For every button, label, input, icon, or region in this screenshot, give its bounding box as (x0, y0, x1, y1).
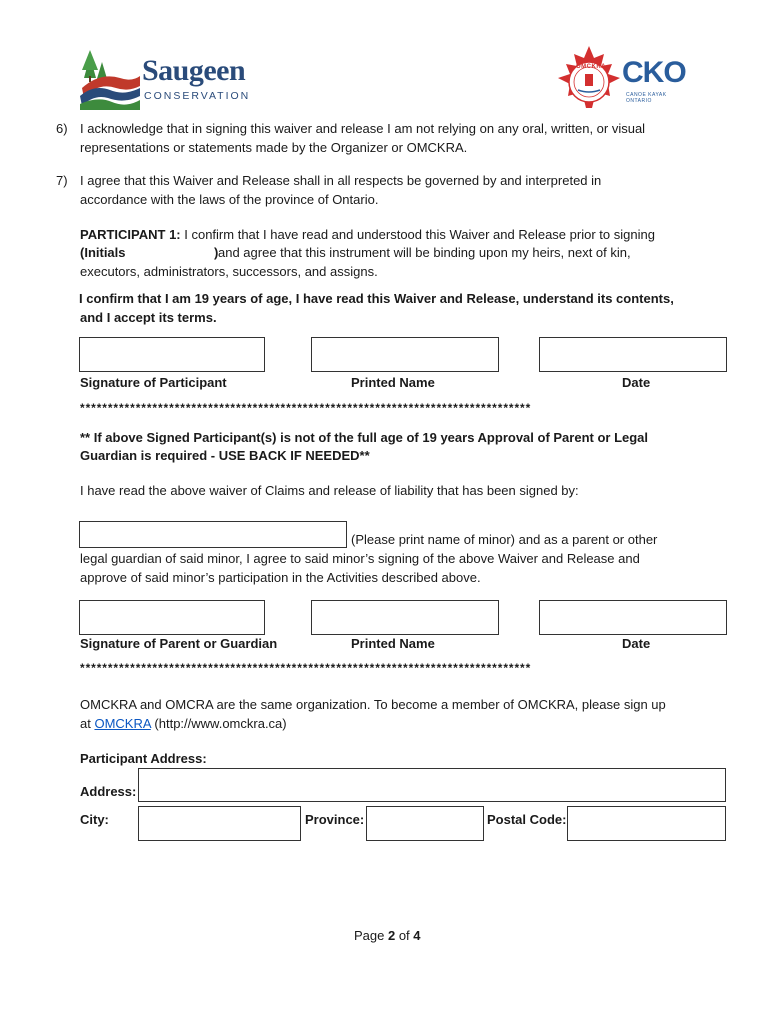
omckra-seal-text: OMCKRA (576, 64, 606, 70)
province-label: Province: (305, 812, 365, 827)
clause-6-number: 6) (56, 121, 68, 136)
postal-code-label: Postal Code: (487, 812, 567, 827)
guardian-heading-line-2: Guardian is required - USE BACK IF NEEDED** (80, 448, 370, 463)
postal-code-field[interactable] (567, 806, 726, 841)
minor-line-2: legal guardian of said minor, I agree to said minor’s signing of the above Waiver and Release and (80, 551, 640, 566)
page-number (354, 927, 421, 945)
saugeen-landscape-icon (80, 48, 142, 110)
participant-line-1-text: I confirm that I have read and understood this Waiver and Release prior to signing (180, 227, 655, 242)
guardian-printed-name-label: Printed Name (351, 636, 435, 651)
participant-label: PARTICIPANT 1: (80, 227, 181, 242)
saugeen-wordmark: Saugeen (142, 54, 246, 87)
omckra-url-text: (http://www.omckra.ca) (150, 716, 287, 731)
address-field[interactable] (138, 768, 726, 802)
membership-line-1: OMCKRA and OMCRA are the same organization. To become a member of OMCKRA, please sign up (80, 697, 666, 712)
participant-signature-label: Signature of Participant (80, 375, 227, 390)
clause-7-number: 7) (56, 173, 68, 188)
participant-line-1 (80, 226, 655, 244)
clause-6-line-2: representations or statements made by the Organizer or OMCKRA. (80, 140, 468, 155)
participant-address-heading: Participant Address: (80, 751, 207, 766)
separator-1: ********************************************************************************* (80, 401, 532, 415)
guardian-read-line: I have read the above waiver of Claims and release of liability that has been signed by: (80, 483, 579, 498)
page-total: 4 (413, 928, 421, 943)
saugeen-conservation-logo (80, 48, 250, 110)
participant-line-2: and agree that this instrument will be binding upon my heirs, next of kin, (218, 245, 631, 260)
guardian-date-field[interactable] (539, 600, 727, 635)
omckra-link[interactable]: OMCKRA (94, 716, 151, 731)
page-current: 2 (387, 928, 396, 943)
initials-close: ) (214, 245, 219, 260)
membership-line-2 (80, 715, 287, 733)
page-of-word: of (395, 928, 414, 943)
minor-line-1: (Please print name of minor) and as a parent or other (351, 532, 658, 547)
address-label: Address: (80, 784, 137, 799)
participant-printed-name-label: Printed Name (351, 375, 435, 390)
clause-7-line-2: accordance with the laws of the province of Ontario. (80, 192, 379, 207)
conservation-wordmark: CONSERVATION (144, 90, 251, 102)
guardian-signature-label: Signature of Parent or Guardian (80, 636, 278, 651)
participant-date-field[interactable] (539, 337, 727, 372)
membership-at: at (80, 716, 95, 731)
city-label: City: (80, 812, 109, 827)
initials-open: (Initials (80, 245, 126, 260)
minor-name-field[interactable] (79, 521, 347, 548)
clause-7-line-1: I agree that this Waiver and Release shall in all respects be governed by and interpreted in (80, 173, 602, 188)
clause-6-line-1: I acknowledge that in signing this waiver and release I am not relying on any oral, written, or visual (80, 121, 646, 136)
guardian-date-label: Date (622, 636, 651, 651)
omckra-cko-logo (554, 44, 694, 112)
province-field[interactable] (366, 806, 484, 841)
cko-wordmark: CKO (622, 56, 686, 89)
minor-line-3: approve of said minor’s participation in the Activities described above. (80, 570, 481, 585)
guardian-heading-line-1: ** If above Signed Participant(s) is not of the full age of 19 years Approval of Parent or Legal (80, 430, 649, 445)
guardian-printed-name-field[interactable] (311, 600, 499, 635)
maple-leaf-seal-icon (554, 44, 624, 112)
participant-date-label: Date (622, 375, 651, 390)
age-confirmation-line-1: I confirm that I am 19 years of age, I have read this Waiver and Release, understand its contents, (79, 291, 674, 306)
participant-signature-field[interactable] (79, 337, 265, 372)
guardian-signature-field[interactable] (79, 600, 265, 635)
participant-printed-name-field[interactable] (311, 337, 499, 372)
participant-line-3: executors, administrators, successors, and assigns. (80, 264, 378, 279)
separator-2: ********************************************************************************* (80, 661, 532, 675)
age-confirmation-line-2: and I accept its terms. (80, 310, 217, 325)
page-word: Page (354, 928, 388, 943)
cko-subtitle: CANOE KAYAK ONTARIO (626, 92, 667, 104)
city-field[interactable] (138, 806, 301, 841)
